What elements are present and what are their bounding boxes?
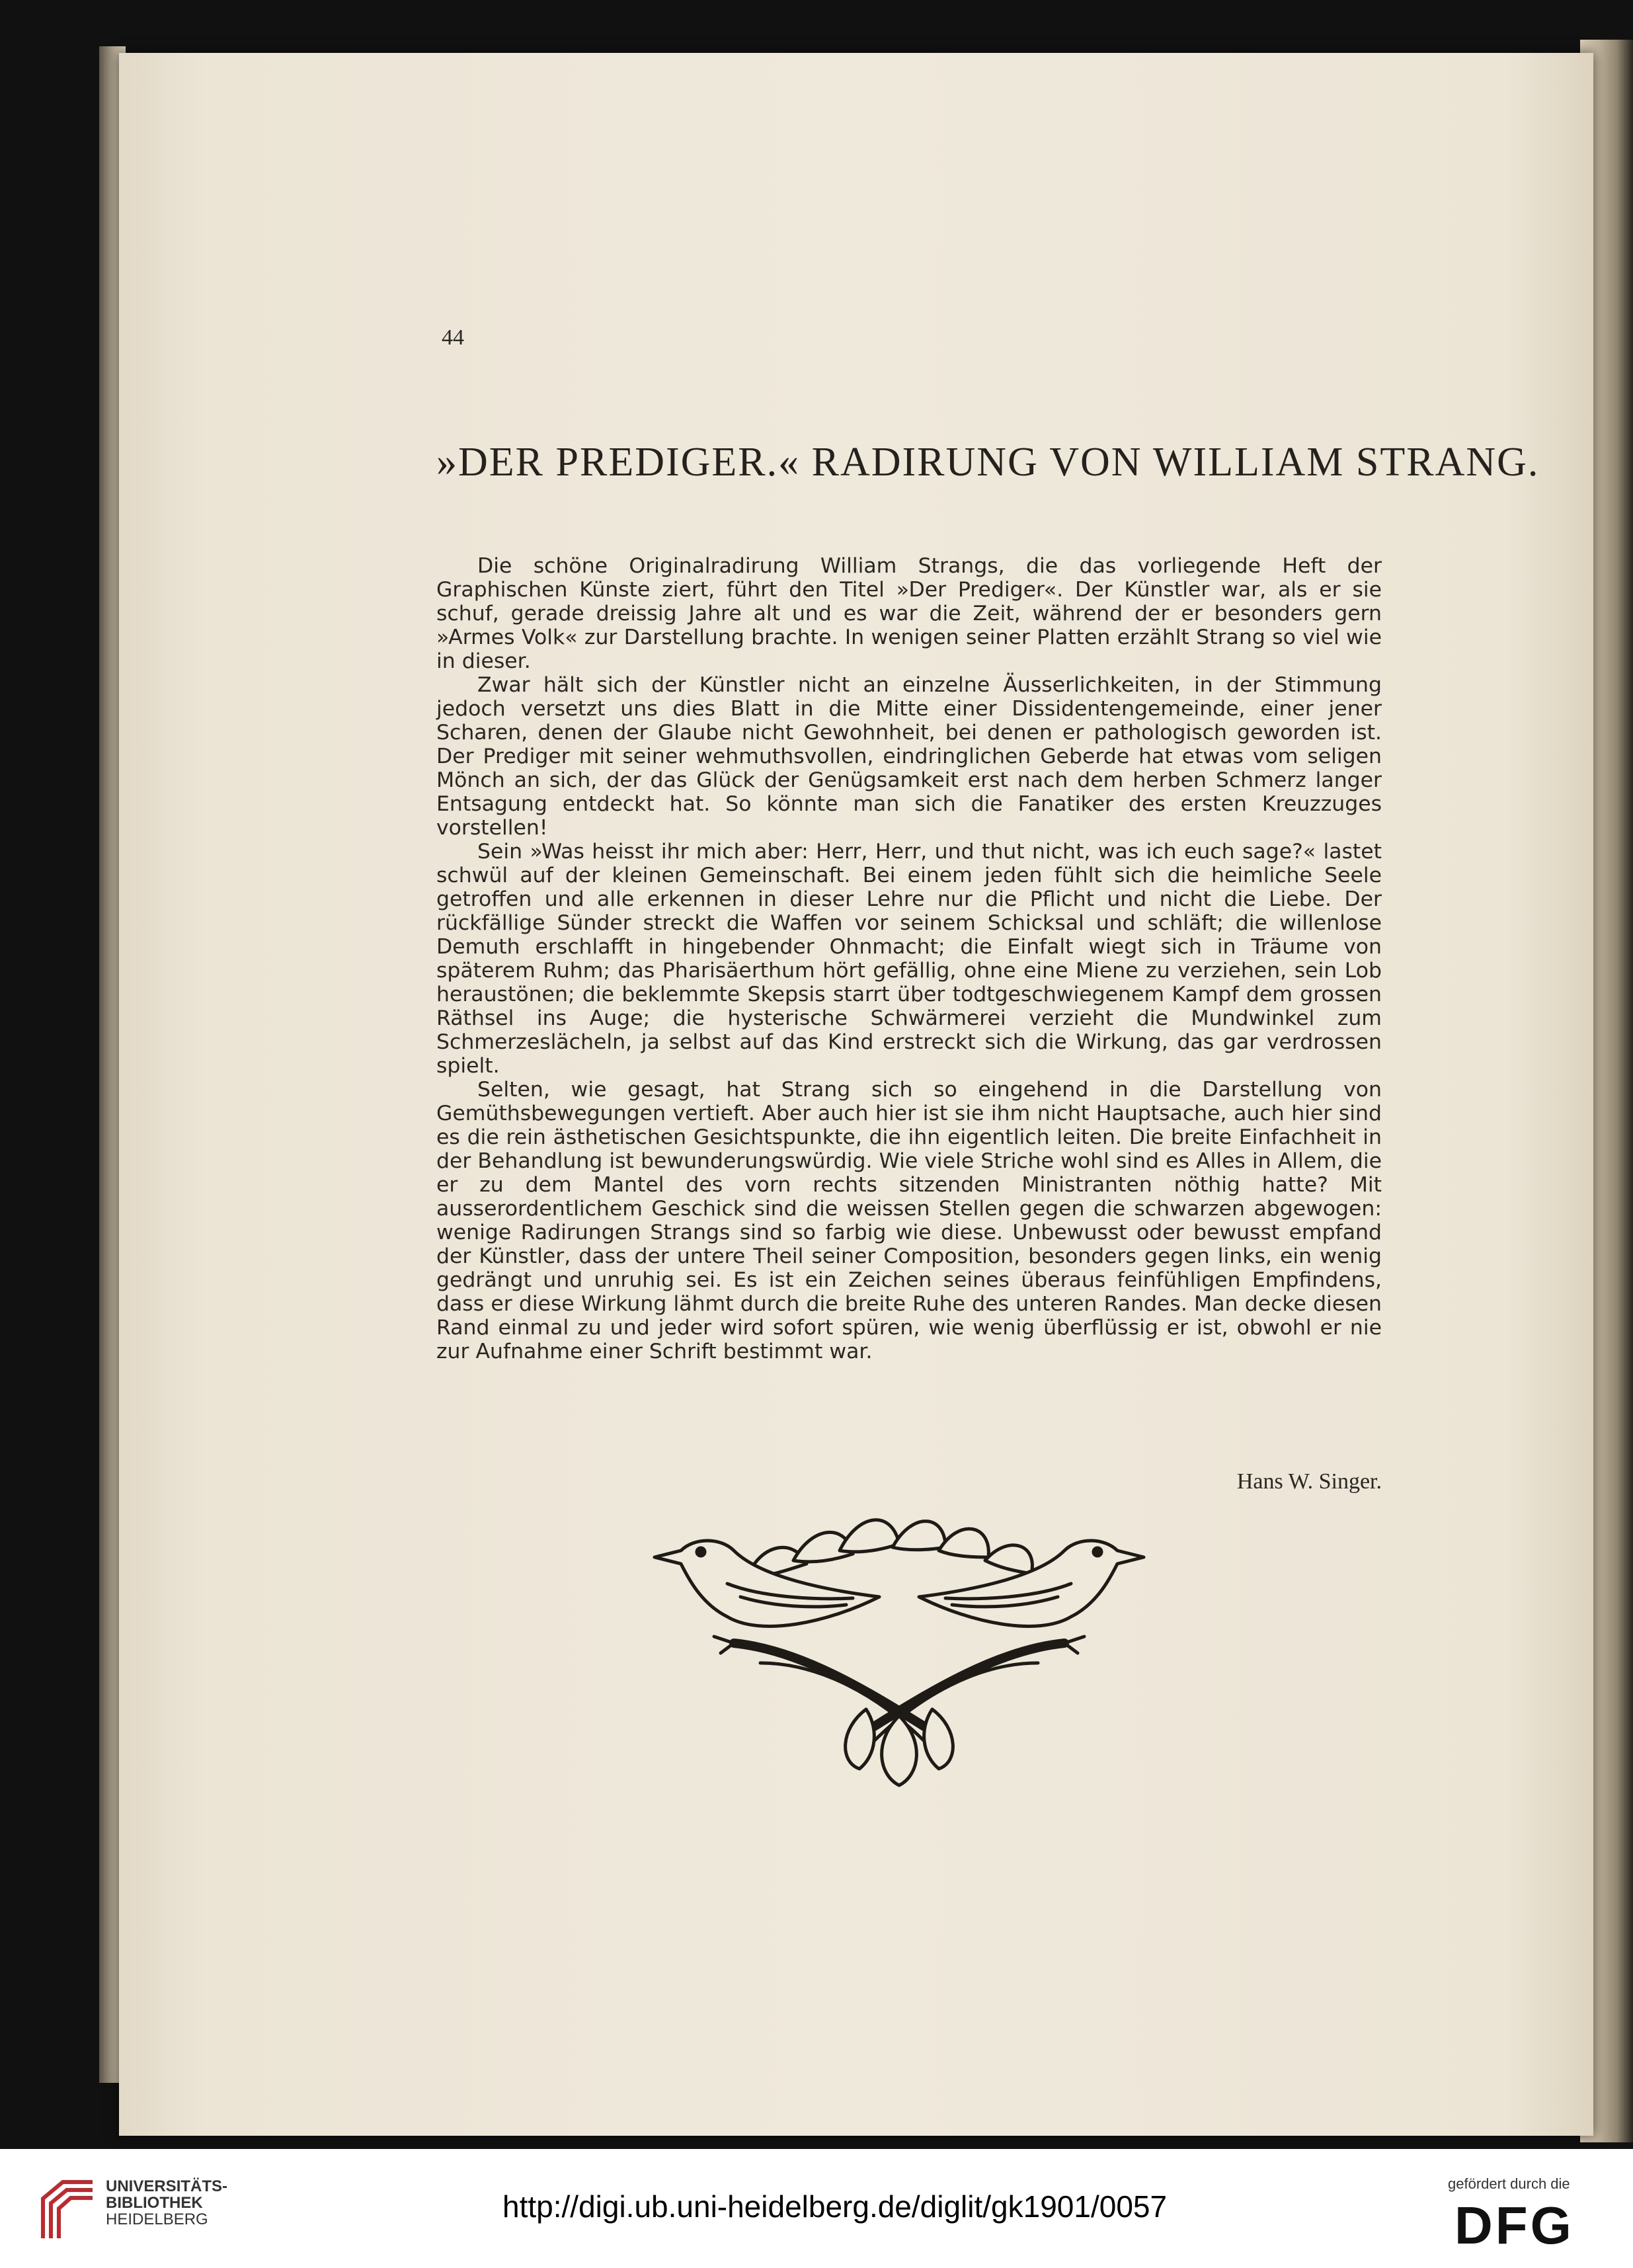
permalink-url[interactable]: http://digi.ub.uni-heidelberg.de/diglit/gk1901/0057: [502, 2189, 1168, 2224]
library-name-line3: HEIDELBERG: [106, 2210, 208, 2228]
author-signature: Hans W. Singer.: [1236, 1469, 1382, 1494]
paragraph-4: Selten, wie gesagt, hat Strang sich so eingehend in die Darstellung von Gemüthsbewegungen vertieft. Aber auch hier ist sie ihm nicht Hauptsache, auch hier sind es die rein ästhetischen Gesichtspunkte, die ihn eigentlich leiten. Die breite Einfachheit in der Behandlung ist bewunderungswürdig. Wie viele Striche wohl sind es Alles in Allem, die er zu dem Mantel des vorn rechts sitzenden Ministranten nöthig hatte? Mit ausserordentlichem Geschick sind die weissen Stellen gegen die schwarzen abgewogen: wenige Radirungen Strangs sind so farbig wie diese. Unbewusst oder bewusst empfand der Künstler, dass der untere Theil seiner Composition, besonders gegen links, ein wenig gedrängt und unruhig sei. Es ist ein Zeichen seines überaus feinfühligen Empfindens, dass er diese Wirkung lähmt durch die breite Ruhe des unteren Randes. Man decke diesen Rand einmal zu und jeder wird sofort spüren, wie wenig überflüssig er ist, obwohl er nie zur Aufnahme einer Schrift bestimmt war.: [436, 1078, 1382, 1363]
ub-logo-icon: [36, 2175, 96, 2242]
paragraph-2: Zwar hält sich der Künstler nicht an einzelne Äusserlichkeiten, in der Stimmung jedoch versetzt uns dies Blatt in die Mitte einer Dissidentengemeinde, einer jener Scharen, denen der Glaube nicht Gewohnheit, bei denen er pathologisch geworden ist. Der Prediger mit seiner wehmuthsvollen, eindringlichen Geberde hat etwas vom seligen Mönch an sich, der das Glück der Genügsamkeit erst nach dem herben Schmerz langer Entsagung entdeckt hat. So könnte man sich die Fanatiker des ersten Kreuzzuges vorstellen!: [436, 673, 1382, 840]
page-number: 44: [442, 325, 464, 350]
paragraph-3: Sein »Was heisst ihr mich aber: Herr, Herr, und thut nicht, was ich euch sage?« lastet schwül auf der kleinen Gemeinschaft. Bei einem jeden fühlt sich die heimliche Seele getroffen und alle erkennen in dieser Lehre nur die Pflicht und nicht die Liebe. Der rückfällige Sünder streckt die Waffen vor seinem Schicksal und schläft; die willenlose Demuth erschlafft in hingebender Ohnmacht; die Einfalt wiegt sich in Träume von späterem Ruhm; das Pharisäerthum hört gefällig, ohne eine Miene zu verziehen, sein Lob heraustönen; die beklemmte Skepsis starrt über todtgeschwiegenem Kampf dem grossen Räthsel ins Auge; die hysterische Schwärmerei verzieht die Mundwinkel zum Schmerzeslächeln, ja selbst auf das Kind erstreckt sich die Wirkung, das gar verdrossen spielt.: [436, 840, 1382, 1078]
paragraph-1: Die schöne Originalradirung William Strangs, die das vorliegende Heft der Graphischen Künste ziert, führt den Titel »Der Prediger«. Der Künstler war, als er sie schuf, gerade dreissig Jahre alt und es war die Zeit, während der er besonders gern »Armes Volk« zur Darstellung brachte. In wenigen seiner Platten erzählt Strang so viel wie in dieser.: [436, 554, 1382, 673]
funded-by-label: gefördert durch die: [1448, 2175, 1570, 2192]
library-name-line2: BIBLIOTHEK: [106, 2194, 203, 2212]
page-title: »DER PREDIGER.« RADIRUNG VON WILLIAM STRANG.: [436, 440, 1540, 485]
article-body: [436, 554, 1382, 1363]
dfg-logo: DFG: [1454, 2196, 1574, 2255]
library-name: [106, 2178, 227, 2228]
viewer-footer: [0, 2149, 1633, 2268]
birds-vignette-icon: [628, 1498, 1170, 1789]
library-name-line1: UNIVERSITÄTS-: [106, 2177, 228, 2195]
